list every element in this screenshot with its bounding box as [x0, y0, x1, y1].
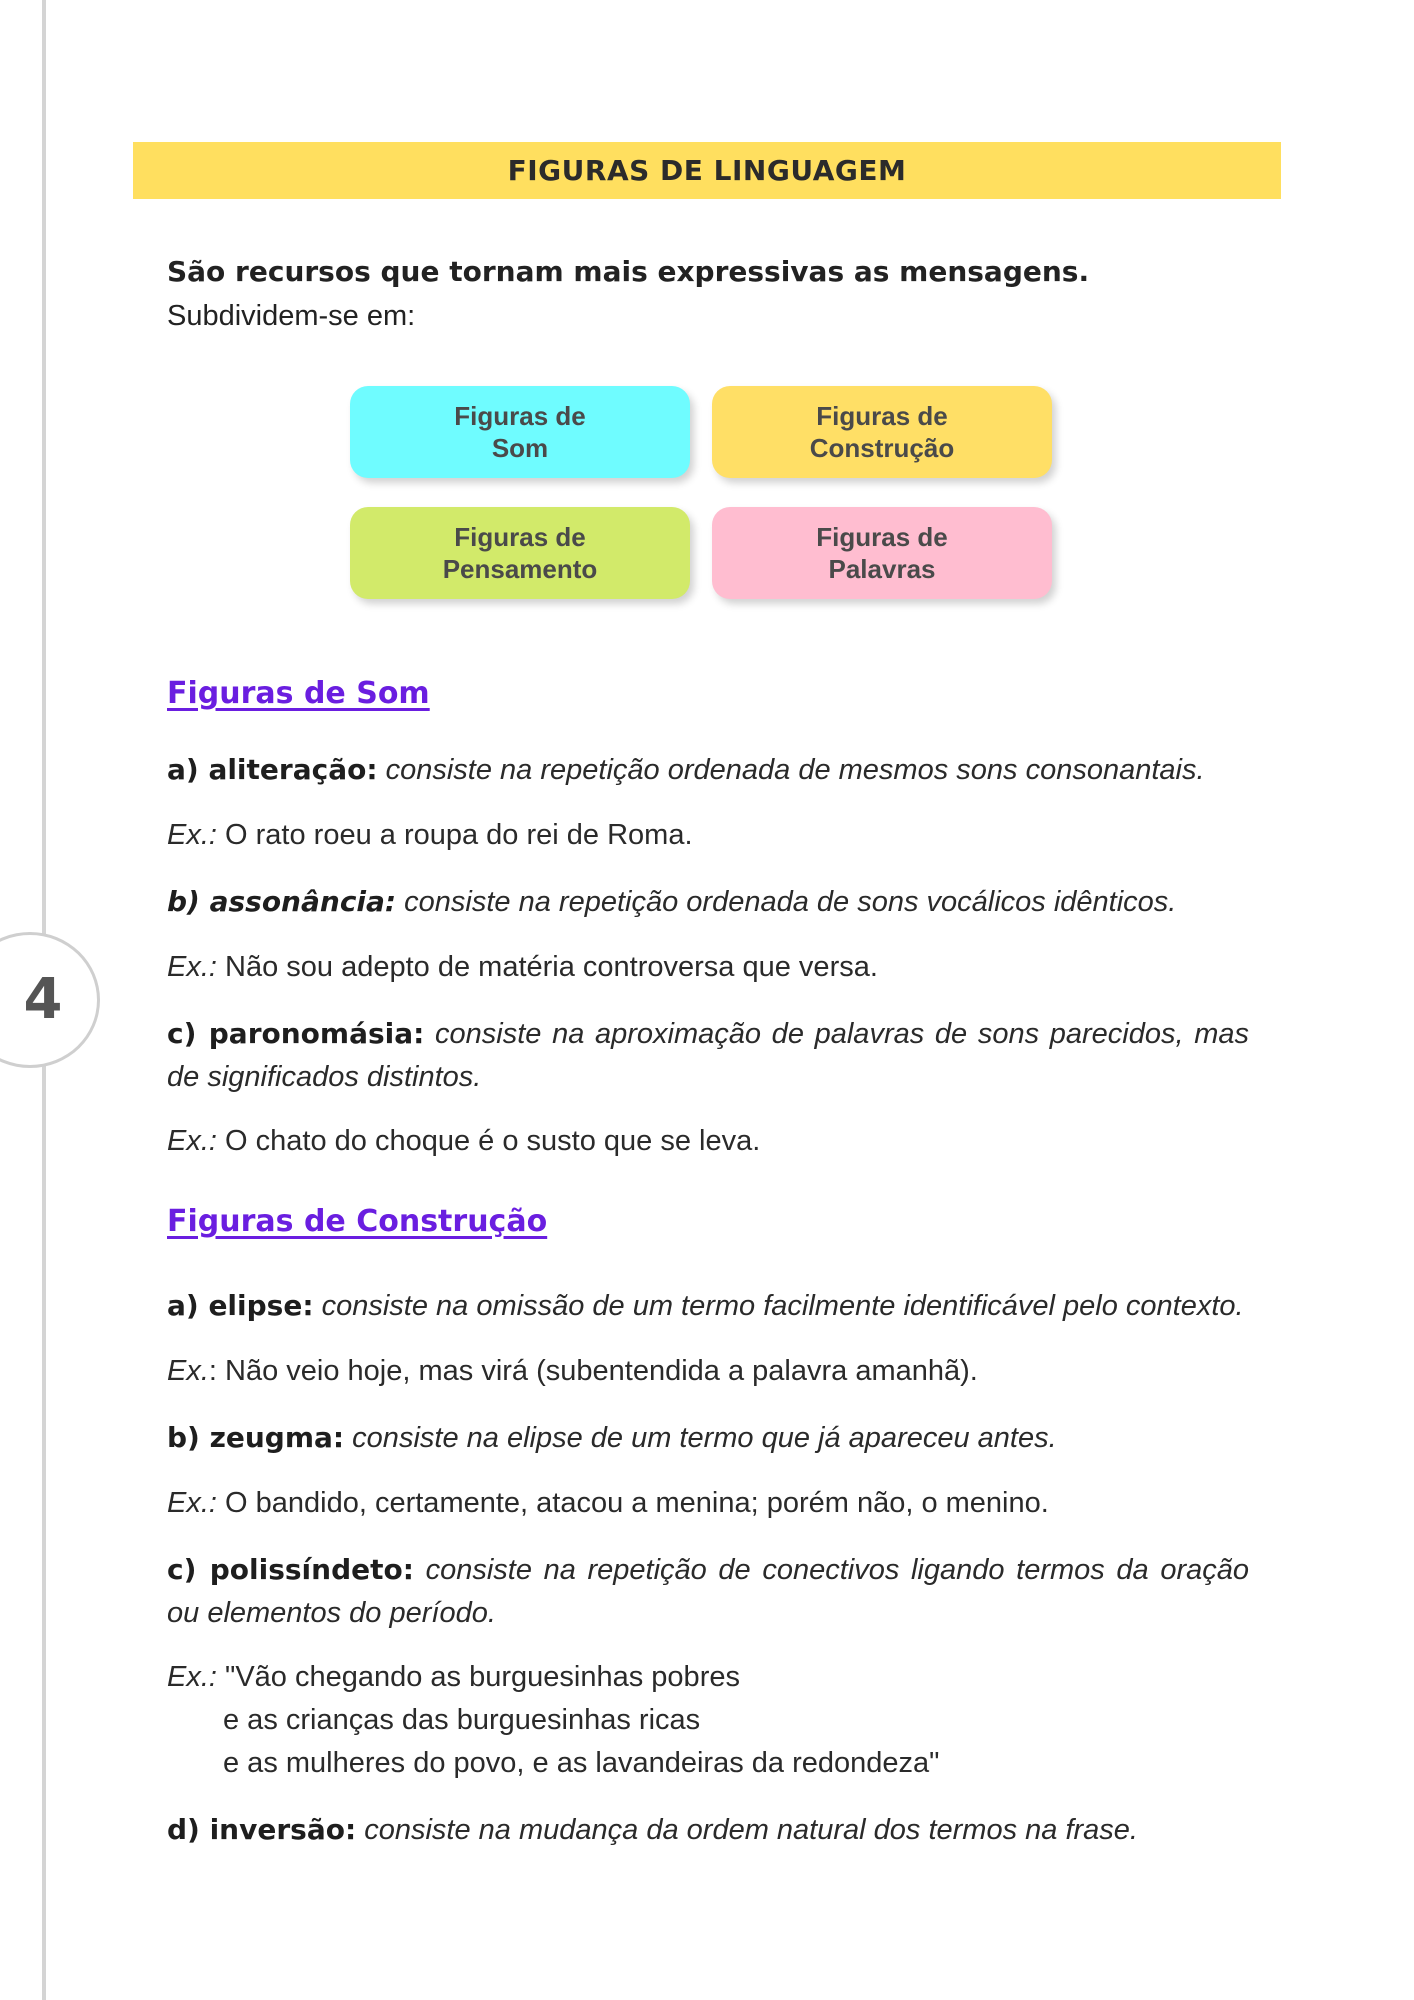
item-definition: consiste na aproximação de palavras de sons parecidos, mas de significados distintos.: [167, 1018, 1249, 1093]
item-definition: consiste na omissão de um termo facilmente identificável pelo contexto.: [313, 1290, 1244, 1322]
example-paronomasia: [167, 1120, 1249, 1163]
example-text: O bandido, certamente, atacou a menina; porém não, o menino.: [216, 1487, 1049, 1519]
item-term: c) polissíndeto:: [167, 1553, 414, 1586]
item-definition: consiste na elipse de um termo que já apareceu antes.: [344, 1422, 1057, 1454]
item-elipse: [167, 1284, 1249, 1328]
category-box-pensamento: Figuras de Pensamento: [350, 507, 690, 599]
item-term: c) paronomásia:: [167, 1017, 425, 1050]
intro-block: [167, 250, 1249, 338]
item-definition: consiste na repetição de conectivos ligando termos da oração ou elementos do período.: [167, 1554, 1249, 1629]
item-term: a) aliteração:: [167, 753, 378, 786]
example-assonancia: [167, 946, 1249, 989]
example-label: Ex.:: [167, 1487, 217, 1519]
example-line: e as crianças das burguesinhas ricas: [223, 1704, 701, 1736]
example-polissindeto: [167, 1656, 1249, 1785]
item-definition: consiste na repetição ordenada de sons vocálicos idênticos.: [396, 886, 1177, 918]
example-text: Não sou adepto de matéria controversa que versa.: [216, 951, 878, 983]
item-polissindeto: [167, 1548, 1249, 1635]
item-zeugma: [167, 1416, 1249, 1460]
example-label: Ex.:: [167, 819, 217, 851]
example-label: Ex.:: [167, 1661, 217, 1693]
title-banner: [133, 142, 1281, 199]
category-box-som: Figuras de Som: [350, 386, 690, 478]
item-aliteracao: [167, 748, 1249, 792]
example-label: Ex.: [167, 1355, 209, 1387]
item-paronomasia: [167, 1012, 1249, 1099]
category-box-palavras: Figuras de Palavras: [712, 507, 1052, 599]
example-label: Ex.:: [167, 1125, 217, 1157]
item-assonancia: [167, 880, 1249, 924]
item-definition: consiste na repetição ordenada de mesmos sons consonantais.: [377, 754, 1205, 786]
example-label: Ex.:: [167, 951, 217, 983]
intro-bold: São recursos que tornam mais expressivas as mensagens.: [167, 255, 1090, 288]
page-title: FIGURAS DE LINGUAGEM: [507, 154, 907, 187]
section-heading-som[interactable]: Figuras de Som: [167, 676, 430, 711]
intro-text: [167, 250, 1249, 338]
category-boxes: [350, 386, 1056, 600]
category-box-construcao: Figuras de Construção: [712, 386, 1052, 478]
example-line: e as mulheres do povo, e as lavandeiras da redondeza": [223, 1747, 940, 1779]
example-zeugma: [167, 1482, 1249, 1525]
example-text: O chato do choque é o susto que se leva.: [216, 1125, 761, 1157]
example-text: O rato roeu a roupa do rei de Roma.: [216, 819, 693, 851]
example-elipse: [167, 1350, 1249, 1393]
page-number: 4: [23, 967, 63, 1032]
item-term: d) inversão:: [167, 1813, 357, 1846]
section-heading-construcao[interactable]: Figuras de Construção: [167, 1204, 548, 1239]
item-definition: consiste na mudança da ordem natural dos termos na frase.: [356, 1814, 1138, 1846]
item-term: b) zeugma:: [167, 1421, 345, 1454]
item-inversao: [167, 1808, 1249, 1852]
example-line: "Vão chegando as burguesinhas pobres: [216, 1661, 740, 1693]
item-term: a) elipse:: [167, 1289, 314, 1322]
item-term: b) assonância:: [167, 885, 397, 918]
example-aliteracao: [167, 814, 1249, 857]
example-text: : Não veio hoje, mas virá (subentendida a palavra amanhã).: [208, 1355, 978, 1387]
intro-rest: Subdividem-se em:: [167, 300, 416, 332]
